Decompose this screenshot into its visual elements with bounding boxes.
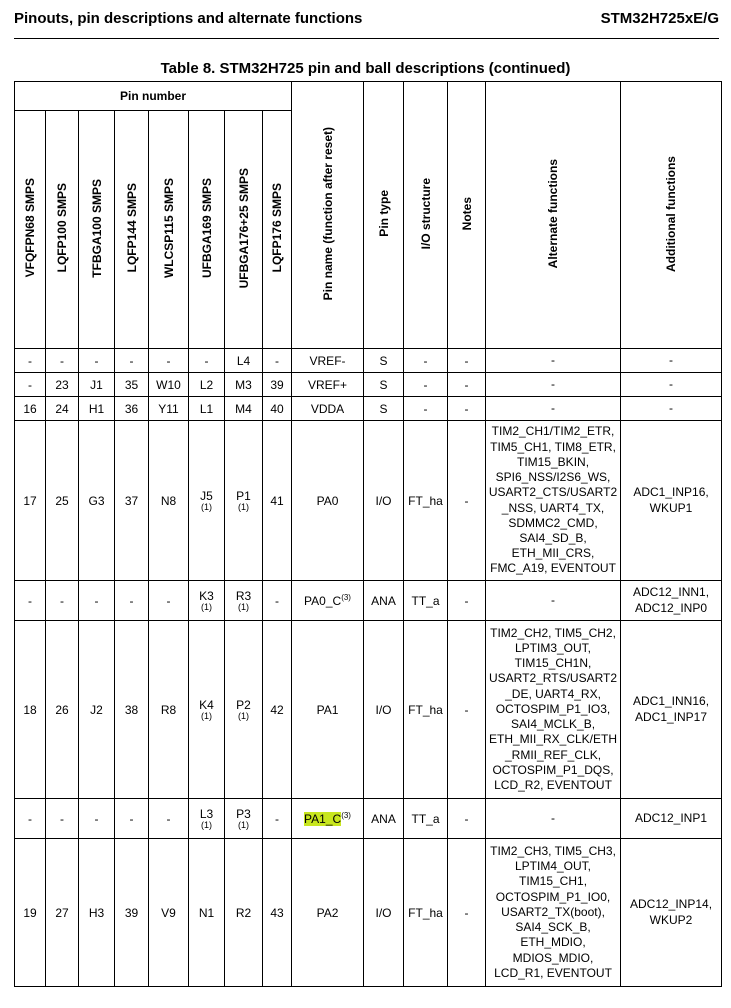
pin-name: VDDA: [310, 401, 345, 416]
package-header-label: UFBGA176+25 SMPS: [236, 167, 251, 289]
package-ball-cell: [225, 373, 263, 397]
function-line: -: [551, 400, 556, 415]
function-line: ADC1_INP16,: [633, 485, 709, 500]
package-ball-cell: [115, 799, 149, 839]
function-line: LPTIM3_OUT,: [515, 641, 592, 656]
function-line: _DE, UART4_RX,: [505, 686, 601, 701]
function-line: -: [669, 376, 674, 391]
additional-functions-cell: [621, 349, 722, 373]
ball-id: J1: [90, 377, 103, 392]
package-ball-cell: [225, 421, 263, 581]
notes-cell: -: [448, 421, 486, 581]
io-structure-cell: TT_a: [404, 581, 448, 621]
package-header: [79, 111, 115, 349]
ball-footnote: (1): [238, 710, 249, 721]
function-line: ADC12_INP1: [634, 810, 708, 825]
function-line: ADC12_INP14,: [629, 897, 713, 912]
table-row: [15, 621, 722, 799]
pin-name-cell: [292, 799, 364, 839]
ball-id: H3: [88, 905, 105, 920]
package-ball-cell: [115, 621, 149, 799]
function-line: FMC_A19, EVENTOUT: [490, 561, 616, 576]
package-ball-cell: [189, 373, 225, 397]
package-ball-cell: [79, 349, 115, 373]
table-row: [15, 799, 722, 839]
function-line: TIM15_CH1,: [519, 874, 588, 889]
function-line: ETH_MII_CRS,: [511, 546, 595, 561]
alternate-functions-cell: [486, 581, 621, 621]
pin-name: PA2: [316, 905, 339, 920]
package-ball-cell: [149, 397, 189, 421]
package-ball-cell: [149, 421, 189, 581]
function-line: -: [669, 400, 674, 415]
package-ball-cell: [46, 621, 79, 799]
part-number: STM32H725xE/G: [600, 10, 719, 27]
function-line: SAI4_SD_B,: [519, 530, 587, 545]
io-structure-cell: FT_ha: [404, 839, 448, 987]
ball-id: L3: [199, 806, 214, 821]
table-row: [15, 373, 722, 397]
pin-name-cell: [292, 421, 364, 581]
package-ball-cell: [189, 421, 225, 581]
pin-name-header-label: Pin name (function after reset): [320, 126, 335, 301]
package-ball-cell: [149, 799, 189, 839]
alternate-functions-cell: [486, 621, 621, 799]
pin-name-footnote: (3): [341, 811, 351, 820]
package-ball-cell: [46, 373, 79, 397]
pin-name-footnote: (3): [341, 593, 351, 602]
ball-id: R3: [235, 588, 252, 603]
ball-id: L1: [199, 401, 214, 416]
package-header-label: LQFP176 SMPS: [270, 183, 284, 273]
package-ball-cell: [225, 839, 263, 987]
function-line: TIM5_CH1, TIM8_ETR,: [490, 439, 616, 454]
ball-footnote: (1): [201, 710, 212, 721]
notes-cell: -: [448, 349, 486, 373]
package-ball-cell: [189, 349, 225, 373]
function-line: TIM15_BKIN,: [517, 454, 590, 469]
function-line: TIM15_CH1N,: [514, 656, 592, 671]
package-ball-cell: [225, 799, 263, 839]
function-line: _NSS, UART4_TX,: [501, 500, 605, 515]
function-line: OCTOSPIM_P1_IO3,: [495, 701, 611, 716]
package-header: [149, 111, 189, 349]
io-structure-cell: FT_ha: [404, 621, 448, 799]
package-ball-cell: [15, 397, 46, 421]
package-ball-cell: [79, 839, 115, 987]
function-line: SDMMC2_CMD,: [508, 515, 598, 530]
ball-id: N1: [198, 905, 215, 920]
ball-id: -: [60, 811, 64, 826]
function-line: OCTOSPIM_P1_DQS,: [492, 762, 614, 777]
package-ball-cell: [263, 397, 292, 421]
ball-id: -: [94, 353, 99, 368]
function-line: USART2_RTS/USART2: [488, 671, 618, 686]
package-ball-cell: [46, 349, 79, 373]
ball-id: -: [275, 811, 279, 826]
function-line: TIM2_CH2, TIM5_CH2,: [490, 625, 616, 640]
ball-id: K3: [199, 588, 214, 603]
function-line: WKUP2: [649, 912, 693, 927]
notes-header: [448, 82, 486, 349]
package-header-label: WLCSP115 SMPS: [161, 177, 176, 279]
package-ball-cell: [189, 799, 225, 839]
pin-name-cell: [292, 373, 364, 397]
ball-id: M3: [235, 377, 252, 392]
function-line: -: [551, 592, 556, 607]
table-row: [15, 349, 722, 373]
ball-id: 19: [23, 905, 37, 920]
ball-id: -: [60, 353, 64, 368]
pin-name-cell: [292, 621, 364, 799]
ball-id: 40: [270, 401, 284, 416]
package-ball-cell: [189, 839, 225, 987]
page-header: [14, 10, 719, 32]
package-ball-cell: [149, 581, 189, 621]
package-ball-cell: [189, 581, 225, 621]
ball-id: 35: [124, 377, 139, 392]
ball-id: W10: [156, 377, 181, 392]
package-header-label: VFQFPN68 SMPS: [23, 178, 37, 278]
pin-type-header-label: Pin type: [376, 190, 391, 237]
package-ball-cell: [15, 621, 46, 799]
pin-type-cell: ANA: [364, 581, 404, 621]
table-body: [15, 349, 722, 987]
additional-functions-cell: [621, 799, 722, 839]
function-line: ADC12_INP0: [634, 600, 708, 615]
pin-number-group-header: Pin number: [15, 82, 292, 111]
alternate-functions-cell: [486, 349, 621, 373]
package-ball-cell: [149, 621, 189, 799]
ball-id: Y11: [158, 401, 179, 416]
ball-id: -: [94, 811, 99, 826]
ball-id: -: [129, 593, 134, 608]
ball-id: -: [28, 811, 32, 826]
package-ball-cell: [263, 421, 292, 581]
package-ball-cell: [46, 421, 79, 581]
ball-id: -: [166, 811, 171, 826]
package-header: [15, 111, 46, 349]
package-ball-cell: [263, 349, 292, 373]
pin-name: PA0: [316, 493, 339, 508]
pin-type-cell: I/O: [364, 621, 404, 799]
pin-name-cell: [292, 349, 364, 373]
package-header: [46, 111, 79, 349]
pin-type-cell: S: [364, 397, 404, 421]
package-ball-cell: [115, 581, 149, 621]
pin-type-cell: I/O: [364, 839, 404, 987]
pin-name-cell: [292, 397, 364, 421]
function-line: -: [551, 810, 556, 825]
function-line: SPI6_NSS/I2S6_WS,: [495, 470, 611, 485]
ball-id: R8: [160, 702, 177, 717]
function-line: WKUP1: [649, 500, 693, 515]
section-title: Pinouts, pin descriptions and alternate functions: [14, 10, 363, 27]
ball-id: -: [275, 353, 279, 368]
package-ball-cell: [15, 349, 46, 373]
ball-id: -: [94, 593, 99, 608]
function-line: ETH_MDIO,: [520, 935, 586, 950]
package-header: [189, 111, 225, 349]
additional-functions-cell: [621, 581, 722, 621]
package-ball-cell: [46, 839, 79, 987]
pin-type-cell: S: [364, 349, 404, 373]
function-line: SAI4_SCK_B,: [515, 920, 591, 935]
ball-id: -: [204, 353, 209, 368]
additional-functions-cell: [621, 421, 722, 581]
notes-header-label: Notes: [459, 196, 474, 231]
package-ball-cell: [79, 421, 115, 581]
io-structure-cell: FT_ha: [404, 421, 448, 581]
ball-id: -: [129, 353, 134, 368]
function-line: -: [551, 352, 556, 367]
ball-id: P1: [236, 488, 251, 503]
table-row: [15, 421, 722, 581]
pin-name: VREF+: [308, 377, 348, 392]
package-ball-cell: [225, 621, 263, 799]
pin-name: PA1: [316, 702, 339, 717]
ball-id: J5: [200, 488, 213, 503]
package-header: [225, 111, 263, 349]
package-ball-cell: [263, 839, 292, 987]
ball-id: 16: [23, 401, 37, 416]
alternate-functions-header: [486, 82, 621, 349]
package-ball-cell: [115, 839, 149, 987]
ball-id: -: [28, 353, 32, 368]
package-ball-cell: [15, 421, 46, 581]
function-line: -: [669, 352, 674, 367]
package-header-label: UFBGA169 SMPS: [199, 177, 214, 279]
io-structure-cell: -: [404, 373, 448, 397]
ball-id: L4: [236, 353, 251, 368]
package-ball-cell: [189, 397, 225, 421]
ball-id: 43: [270, 905, 284, 920]
package-ball-cell: [263, 373, 292, 397]
pin-name: PA1_C: [304, 812, 342, 826]
alternate-functions-header-label: Alternate functions: [546, 158, 561, 269]
function-line: TIM2_CH1/TIM2_ETR,: [491, 424, 615, 439]
ball-id: -: [275, 593, 279, 608]
table-row: [15, 581, 722, 621]
package-header: [263, 111, 292, 349]
additional-functions-header-label: Additional functions: [664, 155, 679, 272]
package-ball-cell: [79, 799, 115, 839]
ball-footnote: (1): [238, 601, 249, 612]
package-ball-cell: [149, 839, 189, 987]
ball-id: 42: [270, 702, 284, 717]
function-line: ETH_MII_RX_CLK/ETH: [488, 732, 618, 747]
function-line: ADC1_INN16,: [633, 694, 710, 709]
ball-id: -: [28, 377, 32, 392]
ball-id: L2: [199, 377, 214, 392]
package-ball-cell: [115, 373, 149, 397]
ball-id: 27: [55, 905, 69, 920]
pin-type-header: [364, 82, 404, 349]
package-ball-cell: [149, 349, 189, 373]
notes-cell: -: [448, 621, 486, 799]
ball-id: 36: [124, 401, 139, 416]
ball-id: 26: [55, 702, 69, 717]
package-ball-cell: [46, 799, 79, 839]
package-header: [115, 111, 149, 349]
ball-id: -: [28, 593, 32, 608]
package-header-label: LQFP100 SMPS: [55, 183, 69, 273]
additional-functions-cell: [621, 621, 722, 799]
pin-name-header: [292, 82, 364, 349]
notes-cell: -: [448, 581, 486, 621]
pin-description-table: [14, 81, 722, 987]
additional-functions-cell: [621, 373, 722, 397]
function-line: LPTIM4_OUT,: [515, 859, 592, 874]
ball-id: V9: [161, 905, 176, 920]
notes-cell: -: [448, 373, 486, 397]
package-ball-cell: [15, 839, 46, 987]
package-header-label: LQFP144 SMPS: [124, 183, 139, 273]
ball-id: -: [129, 811, 134, 826]
ball-id: G3: [88, 493, 105, 508]
io-structure-header: [404, 82, 448, 349]
package-ball-cell: [15, 799, 46, 839]
ball-footnote: (1): [238, 501, 249, 512]
function-line: MDIOS_MDIO,: [512, 950, 594, 965]
alternate-functions-cell: [486, 397, 621, 421]
pin-type-cell: I/O: [364, 421, 404, 581]
ball-id: N8: [160, 493, 177, 508]
package-ball-cell: [225, 349, 263, 373]
package-ball-cell: [225, 581, 263, 621]
alternate-functions-cell: [486, 421, 621, 581]
header-rule: [14, 38, 719, 39]
function-line: _RMII_REF_CLK,: [505, 747, 602, 762]
ball-id: 39: [124, 905, 139, 920]
package-ball-cell: [115, 421, 149, 581]
package-ball-cell: [15, 581, 46, 621]
pin-type-cell: ANA: [364, 799, 404, 839]
ball-id: M4: [235, 401, 252, 416]
pin-name: PA0_C: [304, 594, 342, 608]
ball-footnote: (1): [201, 501, 212, 512]
ball-footnote: (1): [238, 819, 249, 830]
package-ball-cell: [225, 397, 263, 421]
package-ball-cell: [189, 621, 225, 799]
package-ball-cell: [46, 397, 79, 421]
ball-id: 25: [55, 493, 69, 508]
ball-id: 18: [23, 702, 37, 717]
alternate-functions-cell: [486, 373, 621, 397]
notes-cell: -: [448, 397, 486, 421]
function-line: -: [551, 376, 556, 391]
io-structure-cell: -: [404, 397, 448, 421]
package-ball-cell: [79, 373, 115, 397]
package-ball-cell: [263, 621, 292, 799]
notes-cell: -: [448, 839, 486, 987]
package-ball-cell: [79, 621, 115, 799]
additional-functions-header: [621, 82, 722, 349]
function-line: LCD_R1, EVENTOUT: [494, 965, 612, 980]
package-ball-cell: [79, 397, 115, 421]
function-line: OCTOSPIM_P1_IO0,: [495, 889, 611, 904]
function-line: ADC1_INP17: [634, 709, 708, 724]
io-structure-cell: -: [404, 349, 448, 373]
ball-id: H1: [88, 401, 105, 416]
package-ball-cell: [115, 397, 149, 421]
ball-id: 37: [124, 493, 139, 508]
ball-id: 39: [270, 377, 284, 392]
ball-id: P3: [236, 806, 251, 821]
function-line: SAI4_MCLK_B,: [510, 717, 596, 732]
package-ball-cell: [263, 799, 292, 839]
function-line: ADC12_INN1,: [633, 585, 710, 600]
ball-id: -: [166, 353, 171, 368]
package-ball-cell: [149, 373, 189, 397]
ball-id: 17: [23, 493, 37, 508]
package-ball-cell: [79, 581, 115, 621]
function-line: TIM2_CH3, TIM5_CH3,: [490, 844, 616, 859]
ball-id: 41: [270, 493, 284, 508]
package-header-label: TFBGA100 SMPS: [89, 178, 104, 278]
pin-name-cell: [292, 581, 364, 621]
table-caption: Table 8. STM32H725 pin and ball descriptions (continued): [160, 60, 571, 77]
function-line: USART2_TX(boot),: [501, 904, 605, 919]
alternate-functions-cell: [486, 799, 621, 839]
additional-functions-cell: [621, 397, 722, 421]
ball-id: P2: [236, 697, 251, 712]
ball-id: R2: [235, 905, 252, 920]
ball-id: 24: [55, 401, 69, 416]
table-row: [15, 397, 722, 421]
ball-footnote: (1): [201, 601, 212, 612]
pin-name-cell: [292, 839, 364, 987]
notes-cell: -: [448, 799, 486, 839]
function-line: USART2_CTS/USART2: [488, 485, 618, 500]
io-structure-header-label: I/O structure: [418, 177, 433, 250]
pin-type-cell: S: [364, 373, 404, 397]
ball-id: -: [60, 593, 64, 608]
package-ball-cell: [46, 581, 79, 621]
package-ball-cell: [115, 349, 149, 373]
pin-name: VREF-: [309, 353, 346, 368]
ball-id: J2: [90, 702, 103, 717]
io-structure-cell: TT_a: [404, 799, 448, 839]
additional-functions-cell: [621, 839, 722, 987]
ball-id: K4: [199, 697, 214, 712]
ball-id: 38: [124, 702, 139, 717]
ball-id: 23: [55, 377, 69, 392]
function-line: LCD_R2, EVENTOUT: [494, 777, 612, 792]
package-ball-cell: [263, 581, 292, 621]
ball-id: -: [166, 593, 171, 608]
ball-footnote: (1): [201, 819, 212, 830]
table-row: [15, 839, 722, 987]
alternate-functions-cell: [486, 839, 621, 987]
package-ball-cell: [15, 373, 46, 397]
